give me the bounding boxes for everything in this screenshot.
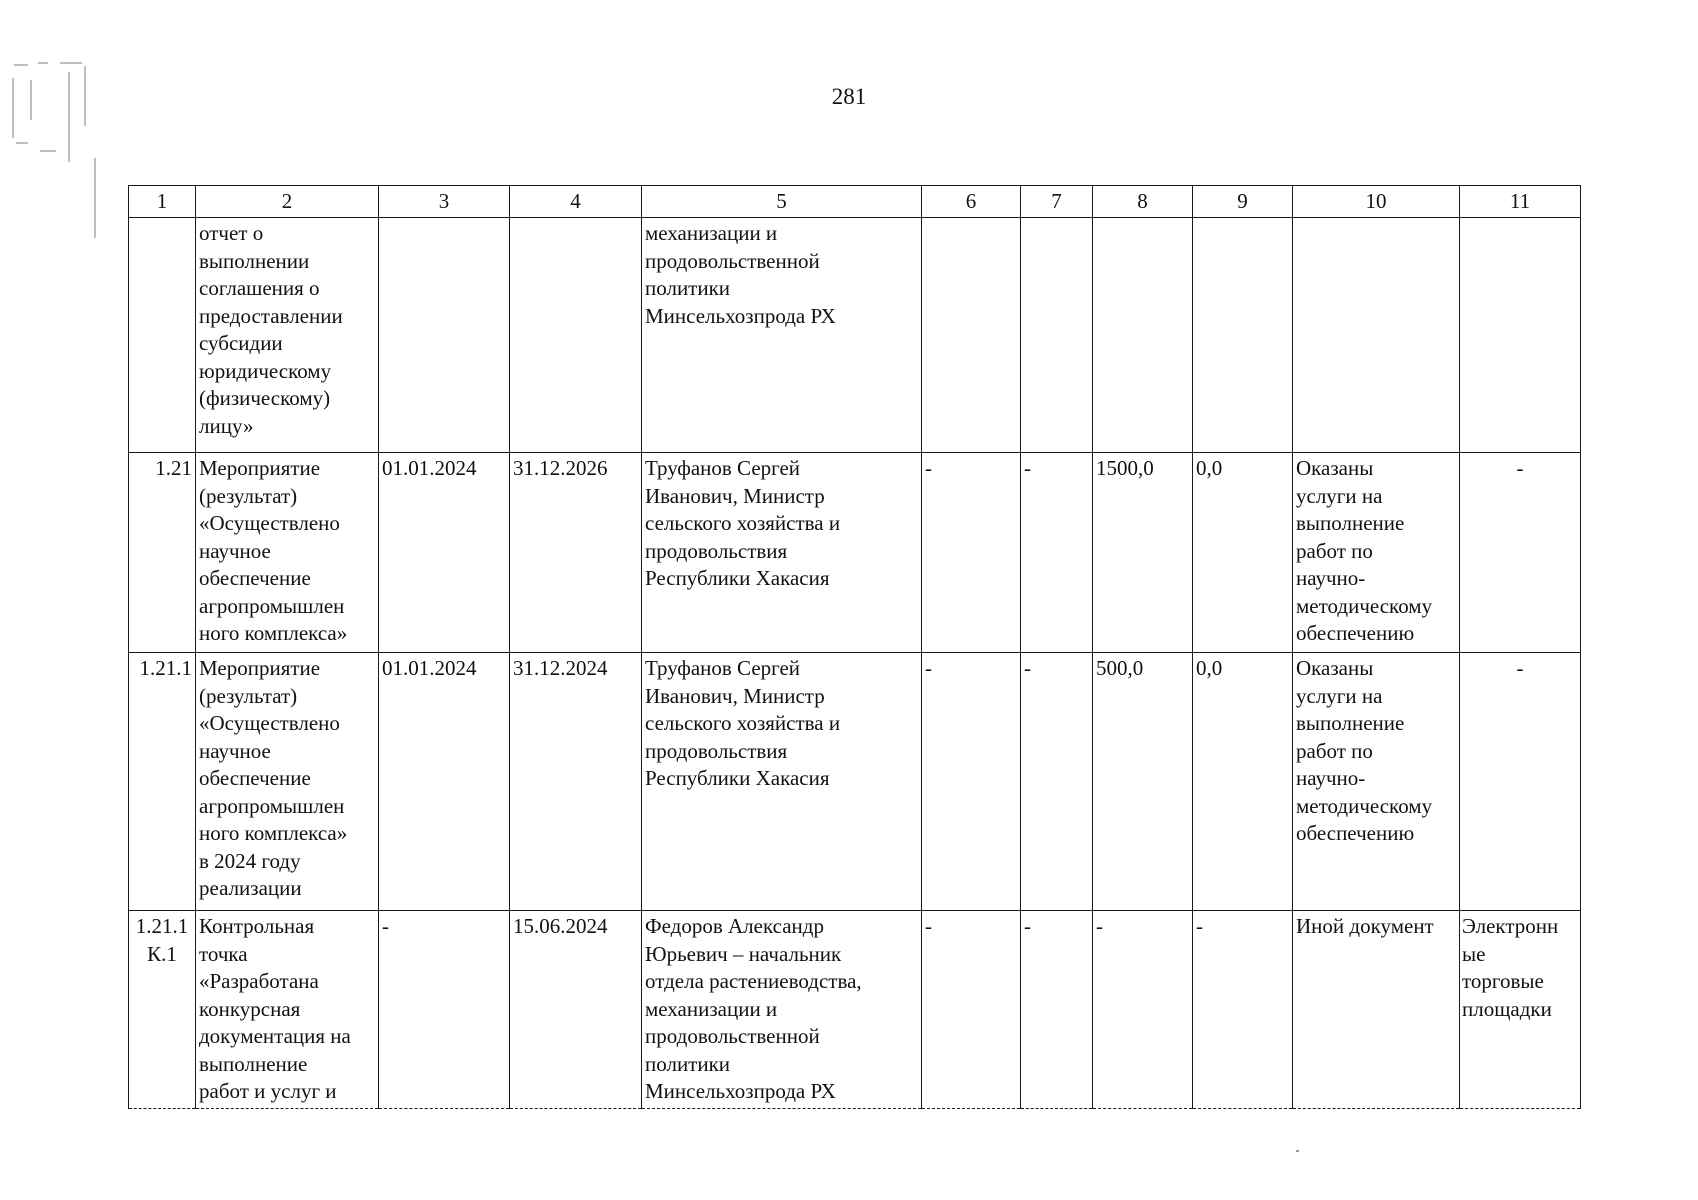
- event-name-cell: отчет о выполнении соглашения о предоставлении субсидии юридическому (физическому) лицу»: [196, 218, 379, 453]
- col8-cell: [1093, 218, 1193, 453]
- col8-cell: -: [1093, 911, 1193, 1109]
- responsible-cell: Труфанов Сергей Иванович, Министр сельского хозяйства и продовольствия Республики Хакасия: [642, 453, 922, 653]
- col8-cell: 1500,0: [1093, 453, 1193, 653]
- result-cell: [1293, 218, 1460, 453]
- column-header: 11: [1460, 186, 1581, 218]
- column-header: 6: [922, 186, 1021, 218]
- responsible-cell: Федоров Александр Юрьевич – начальник отдела растениеводства, механизации и продовольственной политики Минсельхозпрода РХ: [642, 911, 922, 1109]
- start-date-cell: 01.01.2024: [379, 453, 510, 653]
- col9-cell: 0,0: [1193, 653, 1293, 911]
- responsible-cell: механизации и продовольственной политики Минсельхозпрода РХ: [642, 218, 922, 453]
- col9-cell: -: [1193, 911, 1293, 1109]
- system-cell: Электронн ые торговые площадки: [1460, 911, 1581, 1109]
- data-table: [128, 185, 1581, 1109]
- table-row: [129, 453, 1581, 653]
- table-row: [129, 218, 1581, 453]
- system-cell: [1460, 218, 1581, 453]
- column-header: 1: [129, 186, 196, 218]
- row-number-cell: 1.21.1 К.1: [129, 911, 196, 1109]
- col7-cell: -: [1021, 453, 1093, 653]
- start-date-cell: -: [379, 911, 510, 1109]
- row-number-cell: 1.21: [129, 453, 196, 653]
- scan-speck: [1296, 1150, 1299, 1152]
- col7-cell: -: [1021, 911, 1093, 1109]
- column-header: 4: [510, 186, 642, 218]
- table-row: [129, 653, 1581, 911]
- end-date-cell: 15.06.2024: [510, 911, 642, 1109]
- col6-cell: -: [922, 453, 1021, 653]
- header-row: [129, 186, 1581, 218]
- start-date-cell: [379, 218, 510, 453]
- result-cell: Иной документ: [1293, 911, 1460, 1109]
- result-cell: Оказаны услуги на выполнение работ по научно- методическому обеспечению: [1293, 453, 1460, 653]
- column-header: 3: [379, 186, 510, 218]
- col9-cell: 0,0: [1193, 453, 1293, 653]
- column-header: 7: [1021, 186, 1093, 218]
- col6-cell: [922, 218, 1021, 453]
- page-number: 281: [831, 84, 867, 109]
- col6-cell: -: [922, 911, 1021, 1109]
- column-header: 5: [642, 186, 922, 218]
- col8-cell: 500,0: [1093, 653, 1193, 911]
- event-name-cell: Мероприятие (результат) «Осуществлено научное обеспечение агропромышлен ного комплекса»: [196, 453, 379, 653]
- scan-artifact: [10, 58, 90, 268]
- column-header: 9: [1193, 186, 1293, 218]
- end-date-cell: 31.12.2026: [510, 453, 642, 653]
- col9-cell: [1193, 218, 1293, 453]
- start-date-cell: 01.01.2024: [379, 653, 510, 911]
- event-name-cell: Мероприятие (результат) «Осуществлено научное обеспечение агропромышлен ного комплекса» в 2024 году реализации: [196, 653, 379, 911]
- column-header: 10: [1293, 186, 1460, 218]
- col7-cell: -: [1021, 653, 1093, 911]
- row-number-cell: [129, 218, 196, 453]
- table-row: [129, 911, 1581, 1109]
- col6-cell: -: [922, 653, 1021, 911]
- column-header: 2: [196, 186, 379, 218]
- result-cell: Оказаны услуги на выполнение работ по научно- методическому обеспечению: [1293, 653, 1460, 911]
- col7-cell: [1021, 218, 1093, 453]
- event-name-cell: Контрольная точка «Разработана конкурсная документация на выполнение работ и услуг и: [196, 911, 379, 1109]
- system-cell: -: [1460, 653, 1581, 911]
- end-date-cell: [510, 218, 642, 453]
- responsible-cell: Труфанов Сергей Иванович, Министр сельского хозяйства и продовольствия Республики Хакасия: [642, 653, 922, 911]
- row-number-cell: 1.21.1: [129, 653, 196, 911]
- system-cell: -: [1460, 453, 1581, 653]
- column-header: 8: [1093, 186, 1193, 218]
- end-date-cell: 31.12.2024: [510, 653, 642, 911]
